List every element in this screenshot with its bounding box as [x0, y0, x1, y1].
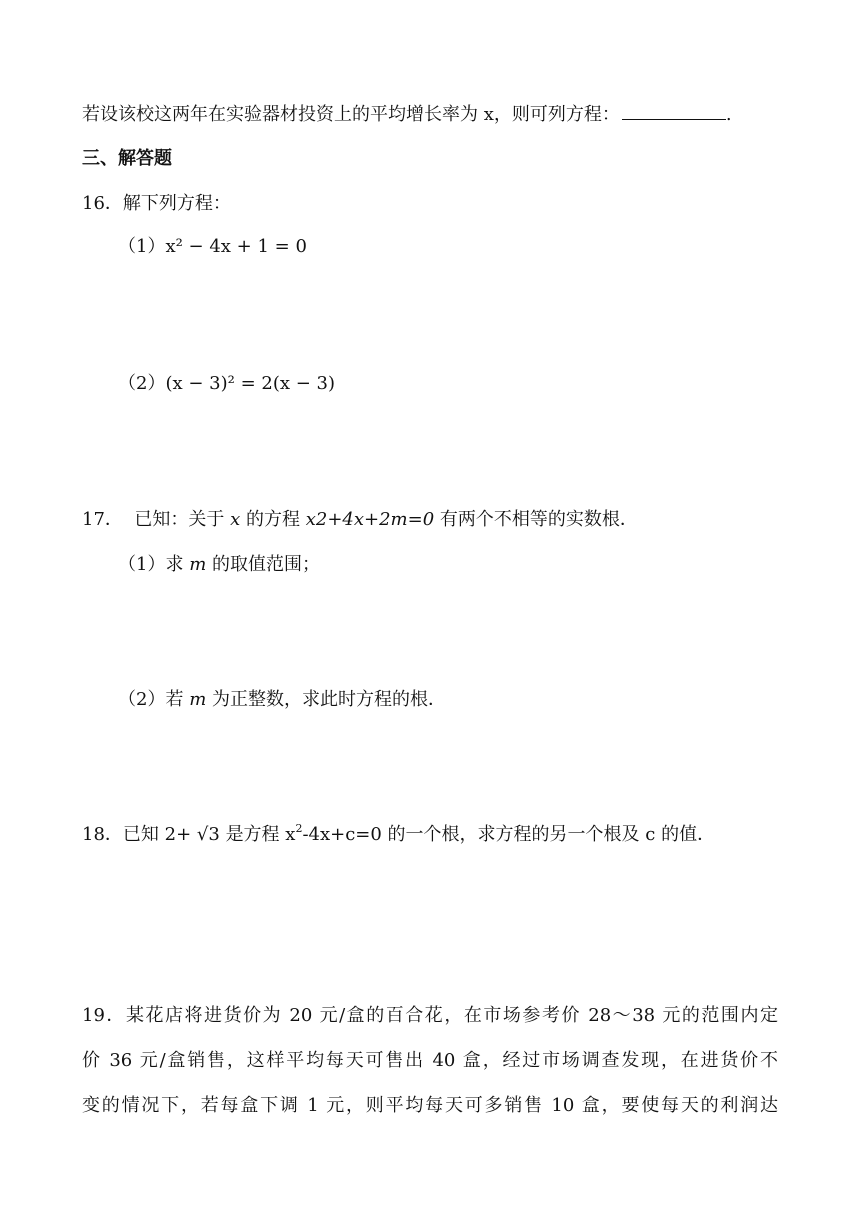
- q18-superscript: 2: [295, 822, 303, 835]
- q17-part1: [118, 550, 320, 576]
- q17-stem-c: 有两个不相等的实数根．: [439, 509, 638, 530]
- q19-line-1: 19．某花店将进货价为 20 元/盒的百合花，在市场参考价 28～38 元的范围内定: [82, 1005, 778, 1026]
- q16-part1: [118, 232, 307, 258]
- q17-part2-var: m: [189, 689, 207, 710]
- q16-part2-label: （2）: [118, 373, 166, 394]
- q17-stem: [82, 505, 638, 531]
- answer-blank[interactable]: [622, 103, 726, 120]
- q17-equation: x2+4x+2m=0: [305, 509, 435, 530]
- q17-stem-a: 已知：关于: [134, 509, 225, 530]
- q18-text-c: -4x+c=0 的一个根，求方程的另一个根及 c 的值．: [302, 824, 716, 845]
- q17-var-x: x: [230, 509, 241, 530]
- q15-tail-end: .: [725, 104, 732, 125]
- q16-part1-equation: x² − 4x + 1 = 0: [165, 236, 307, 257]
- q18-text-a: 18．已知 2+: [82, 824, 192, 845]
- q16-part2-equation: (x − 3)² = 2(x − 3): [165, 373, 335, 394]
- section-title: 三、解答题: [82, 148, 172, 169]
- q17-part1-b: 的取值范围；: [212, 554, 320, 575]
- q16-part1-label: （1）: [118, 236, 166, 257]
- q19-line-2: 价 36 元/盒销售，这样平均每天可售出 40 盒，经过市场调查发现，在进货价不: [82, 1050, 778, 1071]
- q18-stem: [82, 820, 715, 846]
- q16-stem: 16．解下列方程：: [82, 193, 231, 214]
- q16-part2: [118, 369, 335, 395]
- q17-part1-label: （1）: [118, 554, 166, 575]
- q17-part1-a: 求: [165, 554, 184, 575]
- q15-tail-text: 若设该校这两年在实验器材投资上的平均增长率为 x，则可列方程：: [82, 104, 620, 125]
- q17-number: 17．: [82, 509, 123, 530]
- q17-part2-b: 为正整数，求此时方程的根．: [212, 689, 446, 710]
- q18-text-b: 是方程 x: [225, 824, 296, 845]
- q17-part2-a: 若: [165, 689, 184, 710]
- q19-line-3: 变的情况下，若每盒下调 1 元，则平均每天可多销售 10 盒，要使每天的利润达: [82, 1095, 778, 1116]
- q17-part1-var: m: [189, 554, 207, 575]
- q18-sqrt3: √3: [196, 824, 220, 845]
- q17-part2-label: （2）: [118, 689, 166, 710]
- q17-part2: [118, 685, 446, 711]
- q15-tail-line: [82, 100, 732, 126]
- q17-stem-b: 的方程: [245, 509, 300, 530]
